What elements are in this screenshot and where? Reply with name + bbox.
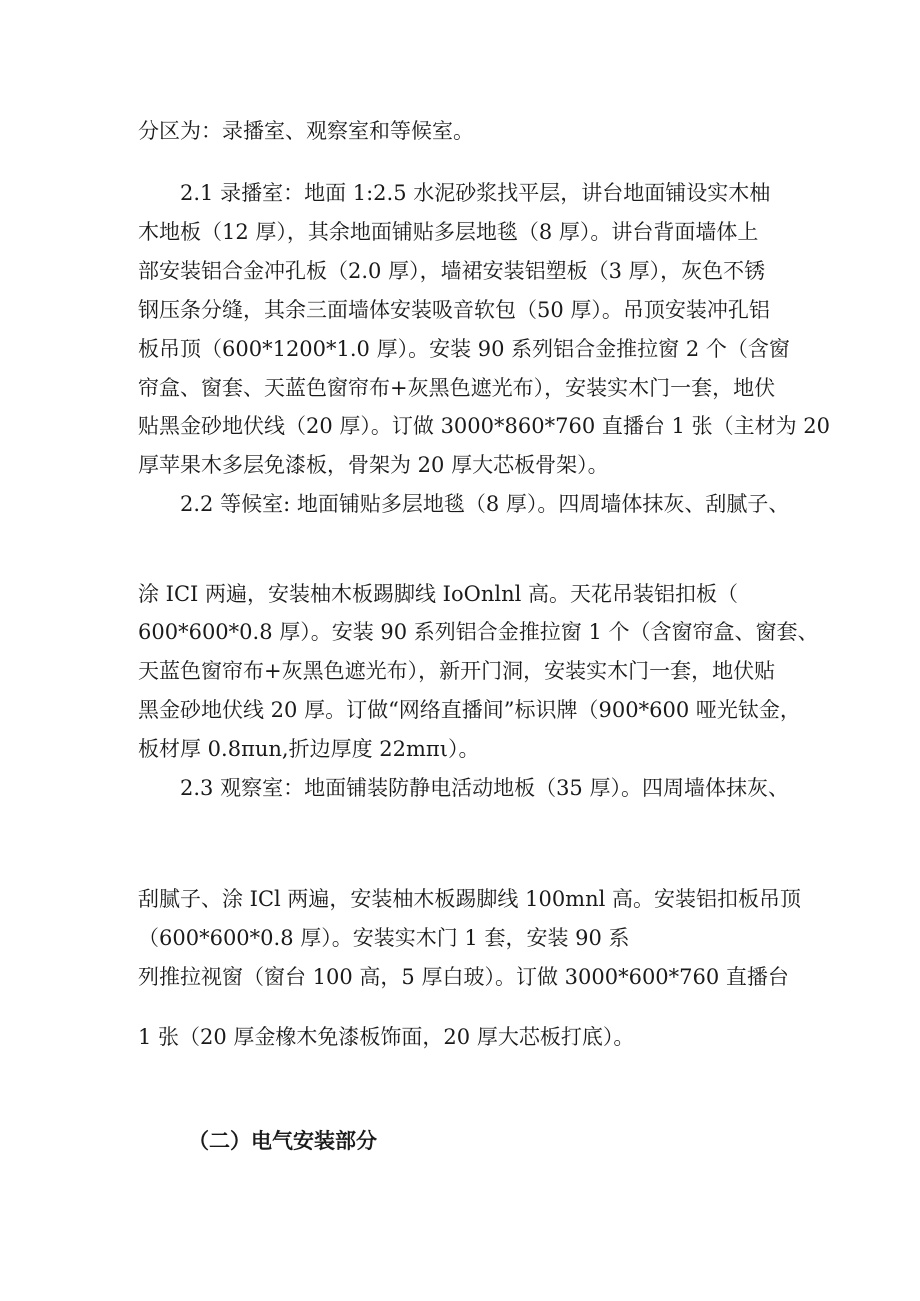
- text-line: （600*600*0.8 厚）。安装实木门 1 套，安装 90 系: [138, 926, 630, 950]
- text-line: 帘盒、窗套、天蓝色窗帘布+灰黑色遮光布），安装实木门一套，地伏: [138, 376, 776, 400]
- text-line: 2.3 观察室：地面铺装防静电活动地板（35 厚）。四周墙体抹灰、: [138, 776, 789, 800]
- text-line: 部安装铝合金冲孔板（2.0 厚），墙裙安装铝塑板（3 厚），灰色不锈: [138, 259, 766, 283]
- text-line: 板材厚 0.8πun,折边厚度 22mπι）。: [138, 737, 480, 761]
- text-line: 列推拉视窗（窗台 100 高，5 厚白玻）。订做 3000*600*760 直播台: [138, 965, 789, 989]
- text-line: 钢压条分缝，其余三面墙体安装吸音软包（50 厚）。吊顶安装冲孔铝: [138, 298, 770, 322]
- section-heading: （二）电气安装部分: [188, 1128, 377, 1153]
- text-line: 黑金砂地伏线 20 厚。订做“网络直播间”标识牌（900*600 哑光钛金，: [138, 698, 801, 722]
- text-line: 2.2 等候室: 地面铺贴多层地毯（8 厚）。四周墙体抹灰、刮腻子、: [138, 492, 790, 516]
- text-line: 2.1 录播室：地面 1:2.5 水泥砂浆找平层，讲台地面铺设实木柚: [138, 181, 771, 205]
- text-line: 刮腻子、涂 ICl 两遍，安装柚木板踢脚线 100mnl 高。安装铝扣板吊顶: [138, 887, 802, 911]
- text-line: 厚苹果木多层免漆板，骨架为 20 厚大芯板骨架）。: [138, 453, 609, 477]
- text-line: 天蓝色窗帘布+灰黑色遮光布），新开门洞，安装实木门一套，地伏贴: [138, 659, 776, 683]
- text-line: 分区为：录播室、观察室和等候室。: [138, 119, 474, 143]
- text-line: 600*600*0.8 厚）。安装 90 系列铝合金推拉窗 1 个（含窗帘盒、窗套、: [138, 620, 819, 644]
- text-line: 涂 ICI 两遍，安装柚木板踢脚线 IoOnlnl 高。天花吊装铝扣板（: [138, 582, 738, 606]
- text-line: 木地板（12 厚），其余地面铺贴多层地毯（8 厚）。讲台背面墙体上: [138, 220, 759, 244]
- text-line: 1 张（20 厚金橡木免漆板饰面，20 厚大芯板打底）。: [138, 1025, 635, 1049]
- text-line: 贴黑金砂地伏线（20 厚）。订做 3000*860*760 直播台 1 张（主材为 20: [138, 414, 830, 438]
- text-line: 板吊顶（600*1200*1.0 厚）。安装 90 系列铝合金推拉窗 2 个（含窗: [138, 337, 790, 361]
